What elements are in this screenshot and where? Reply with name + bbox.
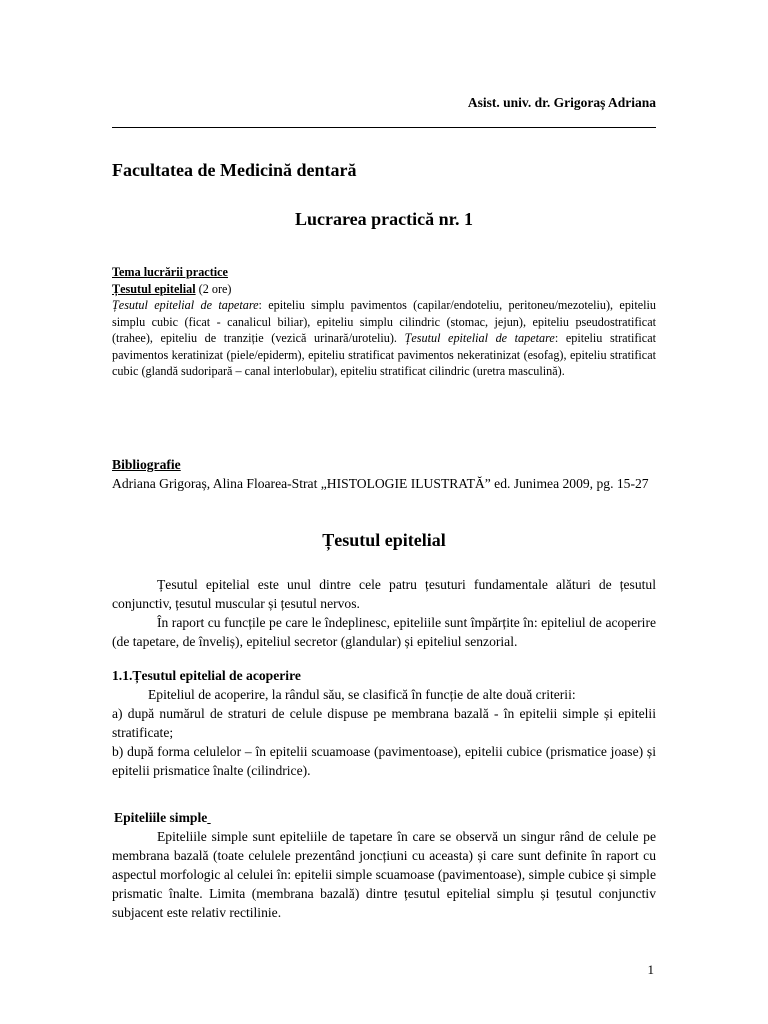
author-header: Asist. univ. dr. Grigoraș Adriana bbox=[467, 95, 656, 110]
bibliografie-section bbox=[112, 455, 656, 493]
page-number: 1 bbox=[647, 962, 654, 977]
subsection bbox=[112, 666, 656, 780]
subsection-heading: 1.1.Țesutul epitelial de acoperire bbox=[112, 668, 301, 683]
tema-p2-text: : epiteliu stratificat pavimentos keratinizat (piele/epiderm), epiteliu stratificat pavimentos nekeratinizat (esofag), epiteliu stratificat cubic (glandă sudoripară – canal interlobular), epiteliu stratificat cilindric (uretra masculină). bbox=[112, 331, 656, 378]
tema-p1-italic: Țesutul epitelial de tapetare bbox=[112, 298, 259, 312]
intro-paragraph-1: Țesutul epitelial este unul dintre cele patru țesuturi fundamentale alături de țesutul conjunctiv, țesutul muscular și țesutul nervos. bbox=[112, 577, 656, 611]
subsection-paragraph-2: a) după numărul de straturi de celule dispuse pe membrana bazală - în epitelii simple și epitelii stratificate; bbox=[112, 706, 656, 740]
tema-paragraph bbox=[112, 297, 656, 380]
tema-p2-italic: Țesutul epitelial de tapetare bbox=[404, 331, 555, 345]
subsection-paragraph-1: Epiteliul de acoperire, la rândul său, se clasifică în funcție de alte două criterii: bbox=[148, 687, 576, 702]
header-rule bbox=[112, 127, 656, 128]
tema-hours: (2 ore) bbox=[195, 281, 232, 296]
simple-section bbox=[112, 808, 656, 922]
intro-section bbox=[112, 575, 656, 651]
bibliografie-heading: Bibliografie bbox=[112, 457, 181, 472]
section-title: Țesutul epitelial bbox=[322, 530, 446, 550]
simple-heading: Epiteliile simple bbox=[114, 810, 208, 825]
tema-heading: Tema lucrării practice bbox=[112, 265, 228, 279]
faculty-heading: Facultatea de Medicină dentară bbox=[112, 160, 357, 180]
tema-section bbox=[112, 264, 656, 380]
tema-p1-text: : epiteliu simplu pavimentos (capilar/endoteliu, peritoneu/mezoteliu), epiteliu simplu cubic (ficat - canalicul biliar), epiteliu simplu cilindric (stomac, jejun), epiteliu pseudostratificat (trahee), epiteliu de tranziție (vezică urinară/uroteliu). bbox=[112, 298, 656, 345]
tema-topic: Țesutul epitelial bbox=[112, 281, 196, 296]
document-title: Lucrarea practică nr. 1 bbox=[295, 209, 473, 229]
subsection-paragraph-3: b) după forma celulelor – în epitelii scuamoase (pavimentoase), epitelii cubice (prismatice joase) și epitelii prismatice înalte (cilindrice). bbox=[112, 744, 656, 778]
bibliografie-text: Adriana Grigoraș, Alina Floarea-Strat „HISTOLOGIE ILUSTRATĂ” ed. Junimea 2009, pg. 15-27 bbox=[112, 476, 649, 491]
simple-paragraph: Epiteliile simple sunt epiteliile de tapetare în care se observă un singur rând de celule pe membrana bazală (toate celulele prezentând joncțiuni cu aceasta) și care sunt definite în raport cu aspectul morfologic al celulei în: epitelii simple scuamoase (pavimentoase), simple cubice și simple prismatic înalte. Limita (membrana bazală) dintre țesutul epitelial simplu și țesutul conjunctiv subjacent este relativ rectilinie. bbox=[112, 829, 656, 920]
intro-paragraph-2: În raport cu funcțile pe care le îndeplinesc, epiteliile sunt împărțite în: epiteliul de acoperire (de tapetare, de înveliș), epiteliul secretor (glandular) și epiteliul senzorial. bbox=[112, 615, 656, 649]
